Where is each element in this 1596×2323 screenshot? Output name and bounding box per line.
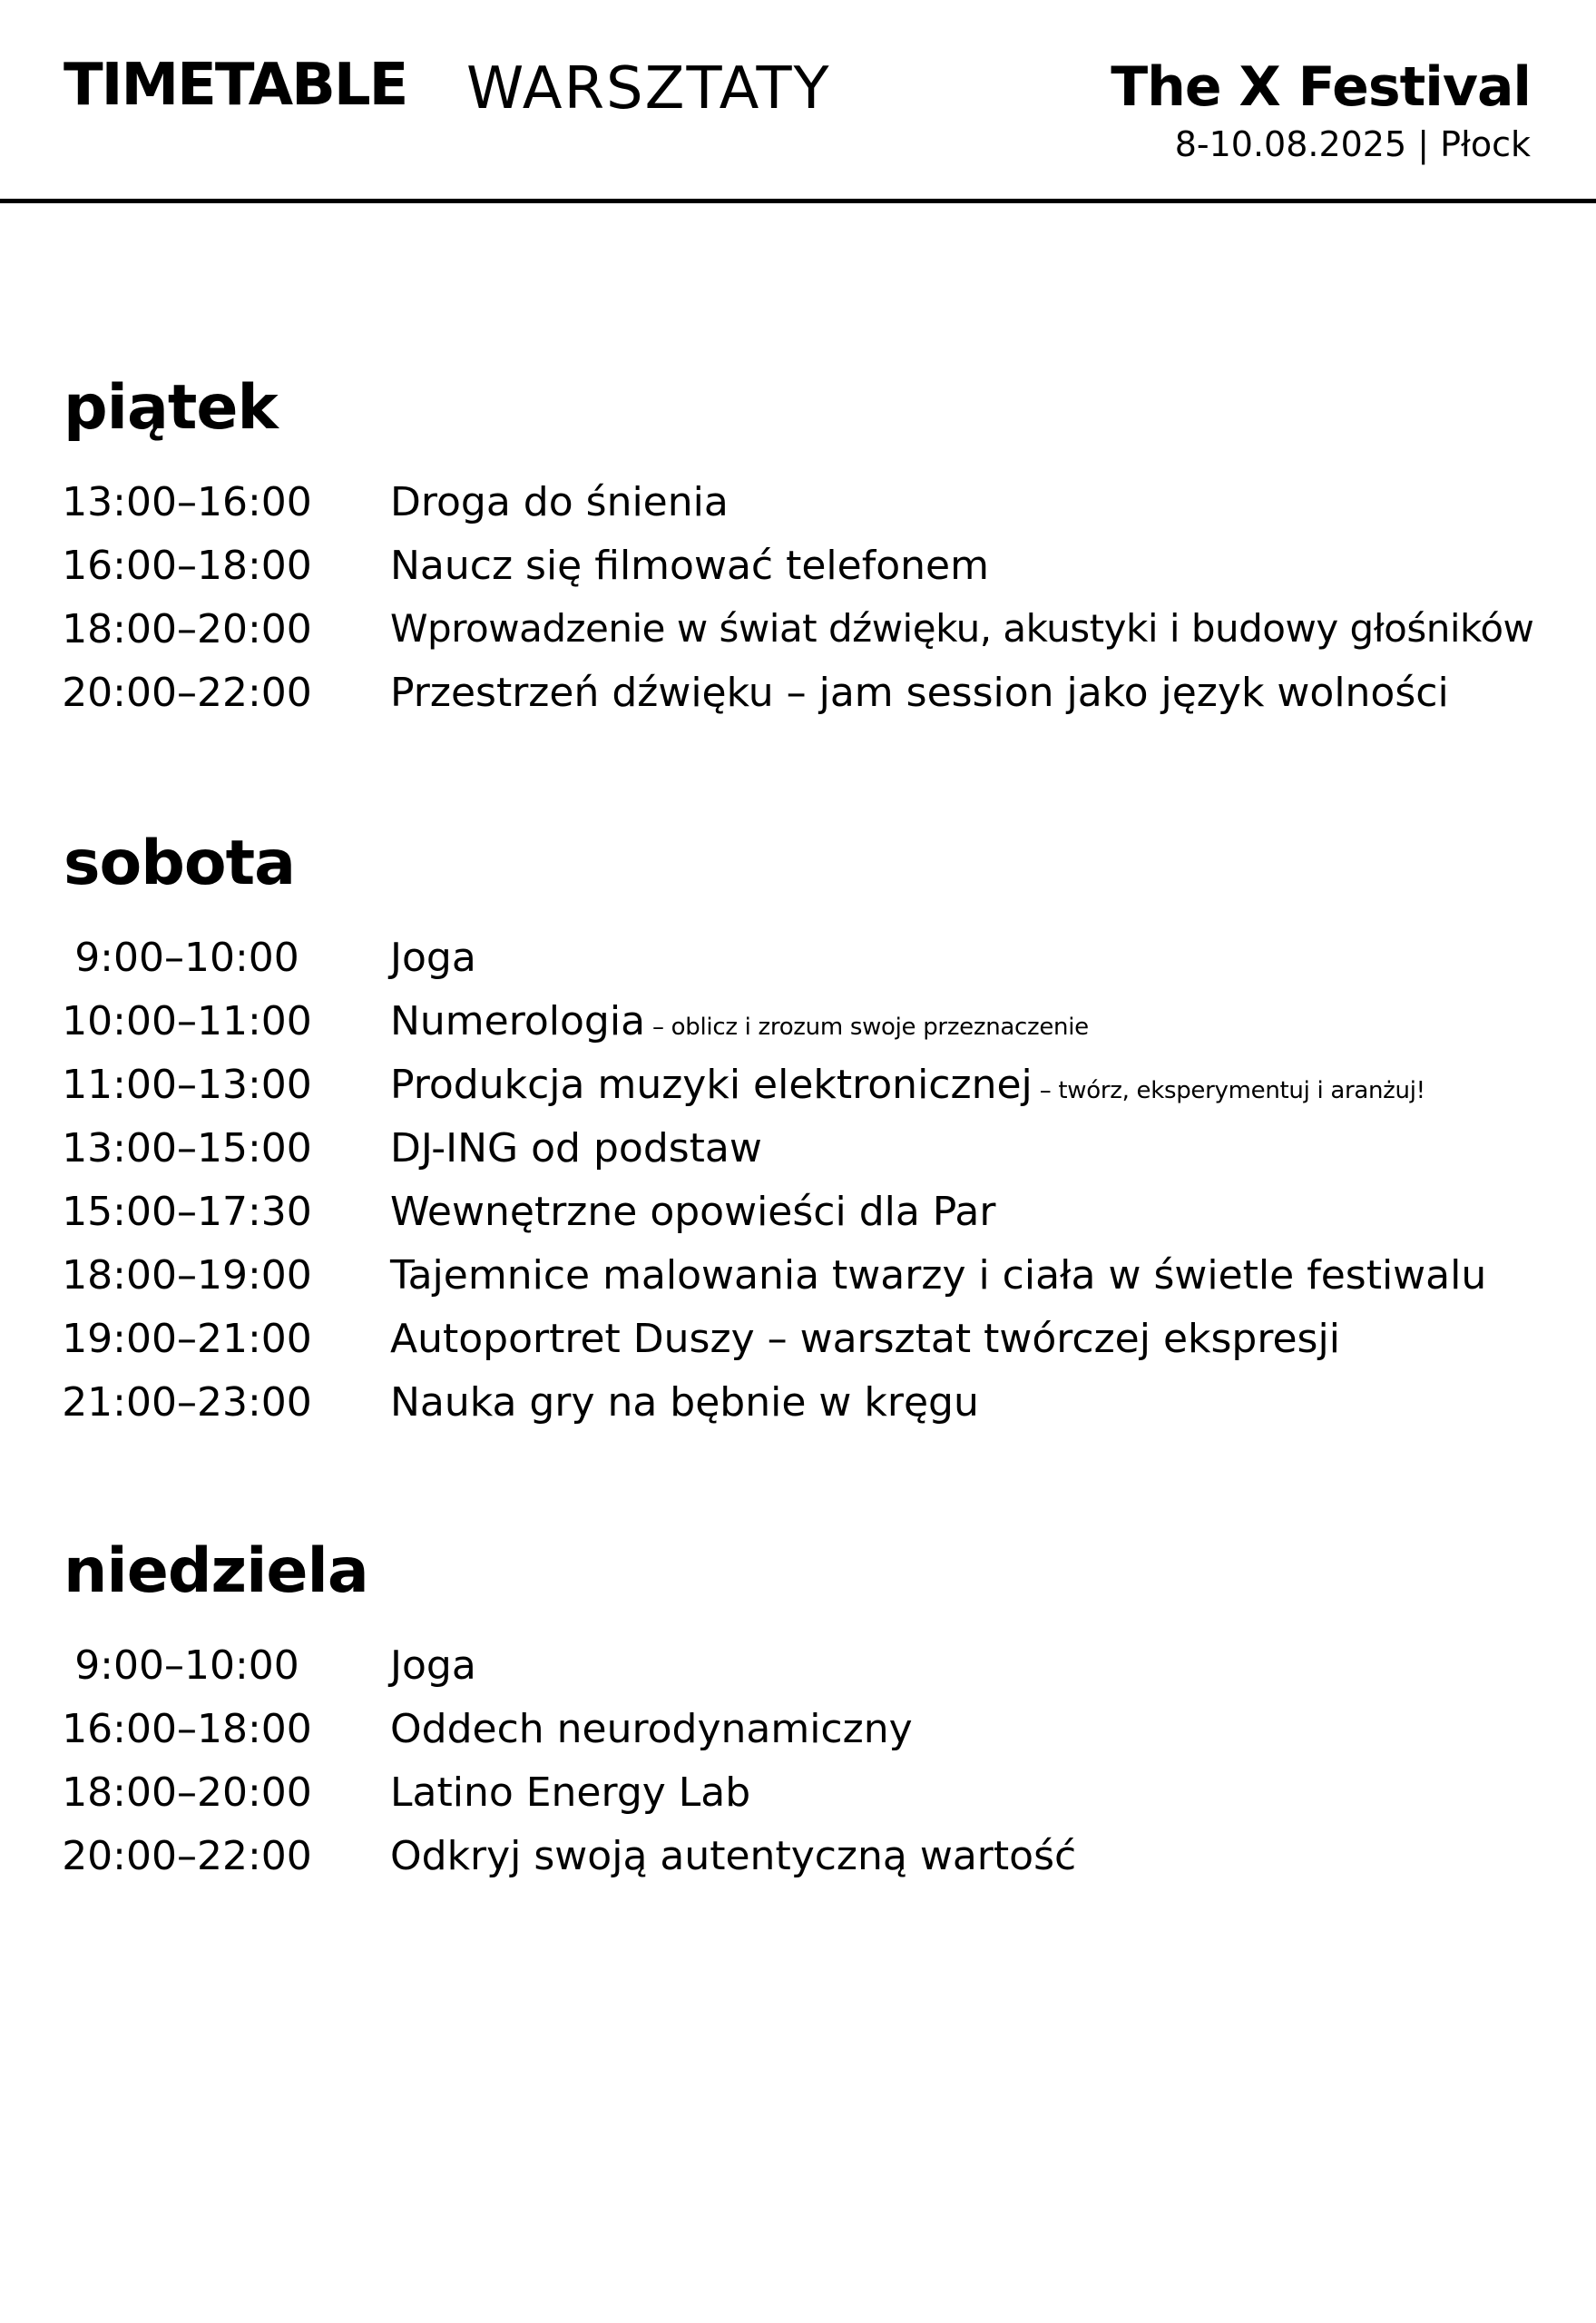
event-row xyxy=(0,935,1596,998)
event-time: 15:00–17:30 xyxy=(62,1189,312,1235)
event-time: 18:00–20:00 xyxy=(62,1769,312,1816)
event-row xyxy=(0,1379,1596,1443)
event-title-with-note xyxy=(390,998,1089,1046)
event-title: Droga do śnienia xyxy=(390,479,729,525)
event-row xyxy=(0,998,1596,1062)
event-title: Produkcja muzyki elektronicznej xyxy=(390,1062,1033,1108)
event-title: Odkryj swoją autentyczną wartość xyxy=(390,1833,1077,1879)
event-time: 20:00–22:00 xyxy=(62,670,312,716)
event-row xyxy=(0,1316,1596,1379)
event-row xyxy=(0,1642,1596,1706)
event-row xyxy=(0,1125,1596,1189)
event-time: 13:00–16:00 xyxy=(62,479,312,525)
event-time: 19:00–21:00 xyxy=(62,1316,312,1362)
event-title: Tajemnice malowania twarzy i ciała w świetle festiwalu xyxy=(390,1252,1487,1299)
event-title-with-note xyxy=(390,1062,1425,1110)
event-title: Nauka gry na bębnie w kręgu xyxy=(390,1379,979,1426)
day-title: piątek xyxy=(64,372,278,444)
page-subtitle: WARSZTATY xyxy=(466,55,831,123)
event-title: DJ-ING od podstaw xyxy=(390,1125,762,1171)
event-time: 16:00–18:00 xyxy=(62,543,312,589)
event-title: Latino Energy Lab xyxy=(390,1769,751,1816)
event-list xyxy=(0,479,1596,733)
event-title: Wprowadzenie w świat dźwięku, akustyki i budowy głośników xyxy=(390,606,1534,651)
event-time: 20:00–22:00 xyxy=(62,1833,312,1879)
festival-date-location: 8-10.08.2025 | Płock xyxy=(1174,124,1531,164)
event-title: Wewnętrzne opowieści dla Par xyxy=(390,1189,996,1235)
event-time: 16:00–18:00 xyxy=(62,1706,312,1752)
event-time: 18:00–20:00 xyxy=(62,606,312,652)
event-time: 11:00–13:00 xyxy=(62,1062,312,1108)
page-header xyxy=(0,0,1596,203)
event-row xyxy=(0,670,1596,733)
event-row xyxy=(0,1769,1596,1833)
event-time: 9:00–10:00 xyxy=(74,935,299,981)
event-title: Joga xyxy=(390,935,476,981)
event-list xyxy=(0,935,1596,1443)
day-title: niedziela xyxy=(64,1535,368,1607)
page-title: TIMETABLE xyxy=(64,52,407,119)
event-time: 21:00–23:00 xyxy=(62,1379,312,1426)
event-note: – oblicz i zrozum swoje przeznaczenie xyxy=(645,1014,1089,1041)
event-row xyxy=(0,1252,1596,1316)
event-note: – twórz, eksperymentuj i aranżuj! xyxy=(1032,1077,1425,1104)
event-title: Naucz się filmować telefonem xyxy=(390,543,989,589)
event-title: Przestrzeń dźwięku – jam session jako język wolności xyxy=(390,670,1449,716)
event-row xyxy=(0,1706,1596,1769)
event-row xyxy=(0,479,1596,543)
event-row xyxy=(0,606,1596,670)
event-row xyxy=(0,1833,1596,1897)
day-title: sobota xyxy=(64,828,295,899)
event-list xyxy=(0,1642,1596,1897)
event-title: Autoportret Duszy – warsztat twórczej ekspresji xyxy=(390,1316,1340,1362)
festival-name: The X Festival xyxy=(1111,55,1531,119)
event-row xyxy=(0,543,1596,606)
event-title: Oddech neurodynamiczny xyxy=(390,1706,913,1752)
event-time: 10:00–11:00 xyxy=(62,998,312,1044)
event-title: Joga xyxy=(390,1642,476,1689)
event-row xyxy=(0,1062,1596,1125)
event-time: 13:00–15:00 xyxy=(62,1125,312,1171)
event-time: 18:00–19:00 xyxy=(62,1252,312,1299)
event-title: Numerologia xyxy=(390,998,646,1044)
event-time: 9:00–10:00 xyxy=(74,1642,299,1689)
event-row xyxy=(0,1189,1596,1252)
